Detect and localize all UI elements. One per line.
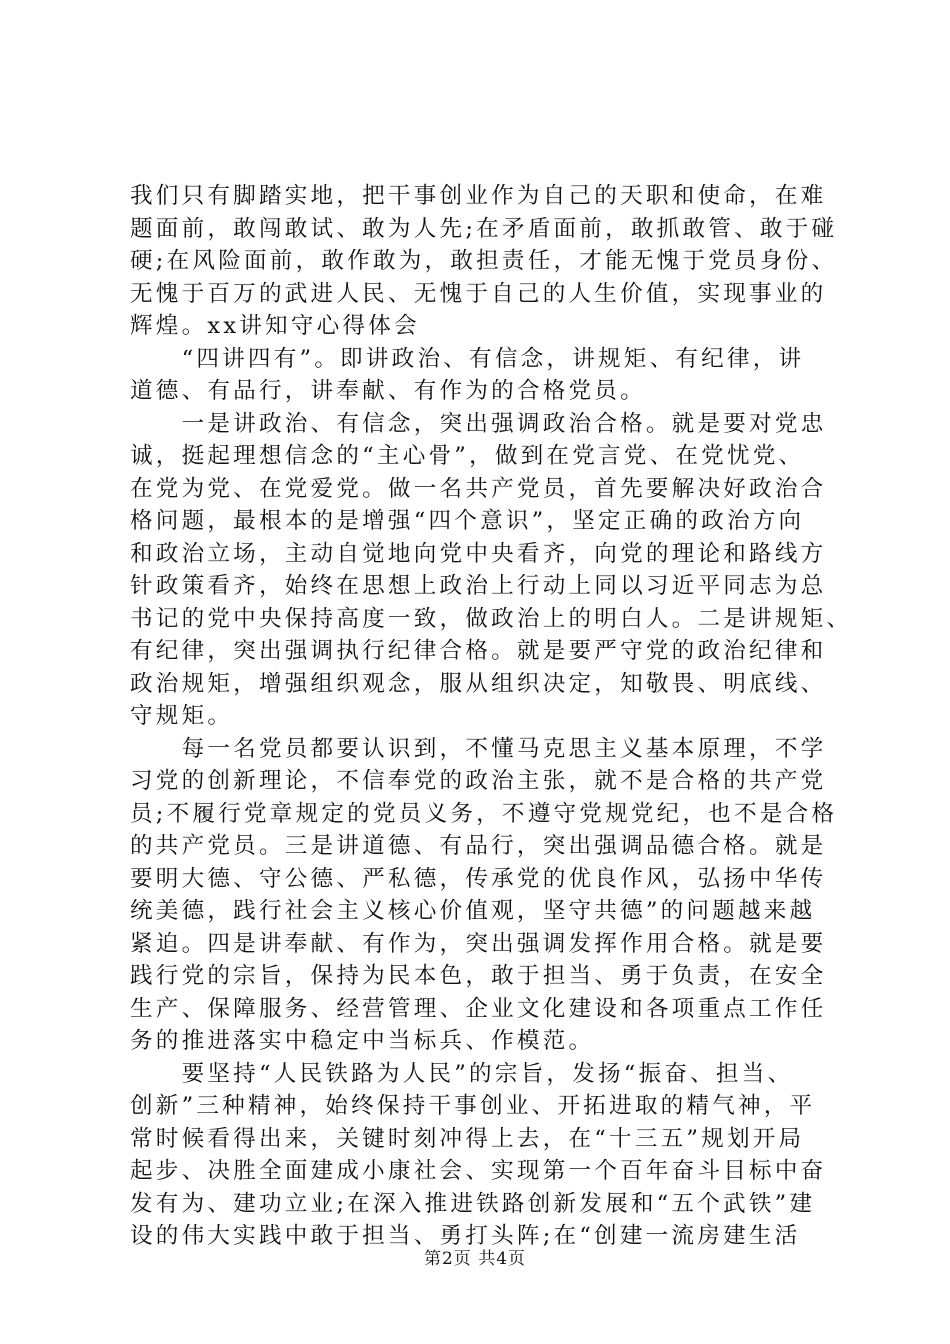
text-line: 针政策看齐，始终在思想上政治上行动上同以习近平同志为总: [130, 573, 827, 599]
text-line: 要明大德、守公德、严私德，传承党的优良作风，弘扬中华传: [130, 865, 827, 892]
text-line: 题面前，敢闯敢试、敢为人先;在矛盾面前，敢抓敢管、敢于碰: [130, 215, 838, 242]
text-line: 守规矩。: [130, 703, 234, 729]
text-line: 每一名党员都要认识到，不懂马克思主义基本原理，不学: [130, 735, 827, 762]
text-line: 政治规矩，增强组织观念，服从组织决定，知敬畏、明底线、: [130, 670, 827, 697]
text-line: 道德、有品行，讲奉献、有作为的合格党员。: [130, 378, 646, 404]
text-line: 有纪律，突出强调执行纪律合格。就是要严守党的政治纪律和: [130, 638, 827, 664]
text-line: 生产、保障服务、经营管理、企业文化建设和各项重点工作任: [130, 995, 827, 1022]
text-line: “四讲四有”。即讲政治、有信念，讲规矩、有纪律，讲: [130, 345, 805, 372]
text-line: 格问题，最根本的是增强“四个意识”，坚定正确的政治方向: [130, 508, 805, 534]
text-line: 设的伟大实践中敢于担当、勇打头阵;在“创建一流房建生活: [130, 1223, 801, 1249]
text-line: 起步、决胜全面建成小康社会、实现第一个百年奋斗目标中奋: [130, 1158, 827, 1184]
text-line: 的共产党员。三是讲道德、有品行，突出强调品德合格。就是: [130, 833, 827, 859]
text-line: 员;不履行党章规定的党员义务，不遵守党规党纪，也不是合格: [130, 800, 838, 827]
text-line: 务的推进落实中稳定中当标兵、作模范。: [130, 1028, 595, 1054]
text-line: 辉煌。xx讲知守心得体会: [130, 313, 420, 339]
text-line: 紧迫。四是讲奉献、有作为，突出强调发挥作用合格。就是要: [130, 930, 827, 957]
document-body: [130, 180, 853, 1253]
text-line: 要坚持“人民铁路为人民”的宗旨，发扬“振奋、担当、: [130, 1060, 794, 1087]
text-line: 统美德，践行社会主义核心价值观，坚守共德”的问题越来越: [130, 898, 816, 924]
text-line: 践行党的宗旨，保持为民本色，敢于担当、勇于负责，在安全: [130, 963, 827, 989]
text-line: 一是讲政治、有信念，突出强调政治合格。就是要对党忠: [130, 410, 827, 437]
page-footer: 第2页 共4页: [423, 1249, 527, 1269]
text-line: 常时候看得出来，关键时刻冲得上去，在“十三五”规划开局: [130, 1125, 805, 1152]
text-line: 诚，挺起理想信念的“主心骨”，做到在党言党、在党忧党、: [130, 443, 805, 469]
text-line: 发有为、建功立业;在深入推进铁路创新发展和“五个武铁”建: [130, 1190, 816, 1217]
text-line: 硬;在风险面前，敢作敢为，敢担责任，才能无愧于党员身份、: [130, 248, 838, 274]
text-line: 习党的创新理论，不信奉党的政治主张，就不是合格的共产党: [130, 768, 827, 794]
text-line: 在党为党、在党爱党。做一名共产党员，首先要解决好政治合: [130, 475, 827, 502]
text-line: 我们只有脚踏实地，把干事创业作为自己的天职和使命，在难: [130, 183, 827, 209]
text-line: 创新”三种精神，始终保持干事创业、开拓进取的精气神，平: [130, 1093, 816, 1119]
text-line: 和政治立场，主动自觉地向党中央看齐，向党的理论和路线方: [130, 540, 827, 567]
text-line: 书记的党中央保持高度一致，做政治上的明白人。二是讲规矩、: [130, 605, 853, 632]
text-line: 无愧于百万的武进人民、无愧于自己的人生价值，实现事业的: [130, 280, 827, 307]
